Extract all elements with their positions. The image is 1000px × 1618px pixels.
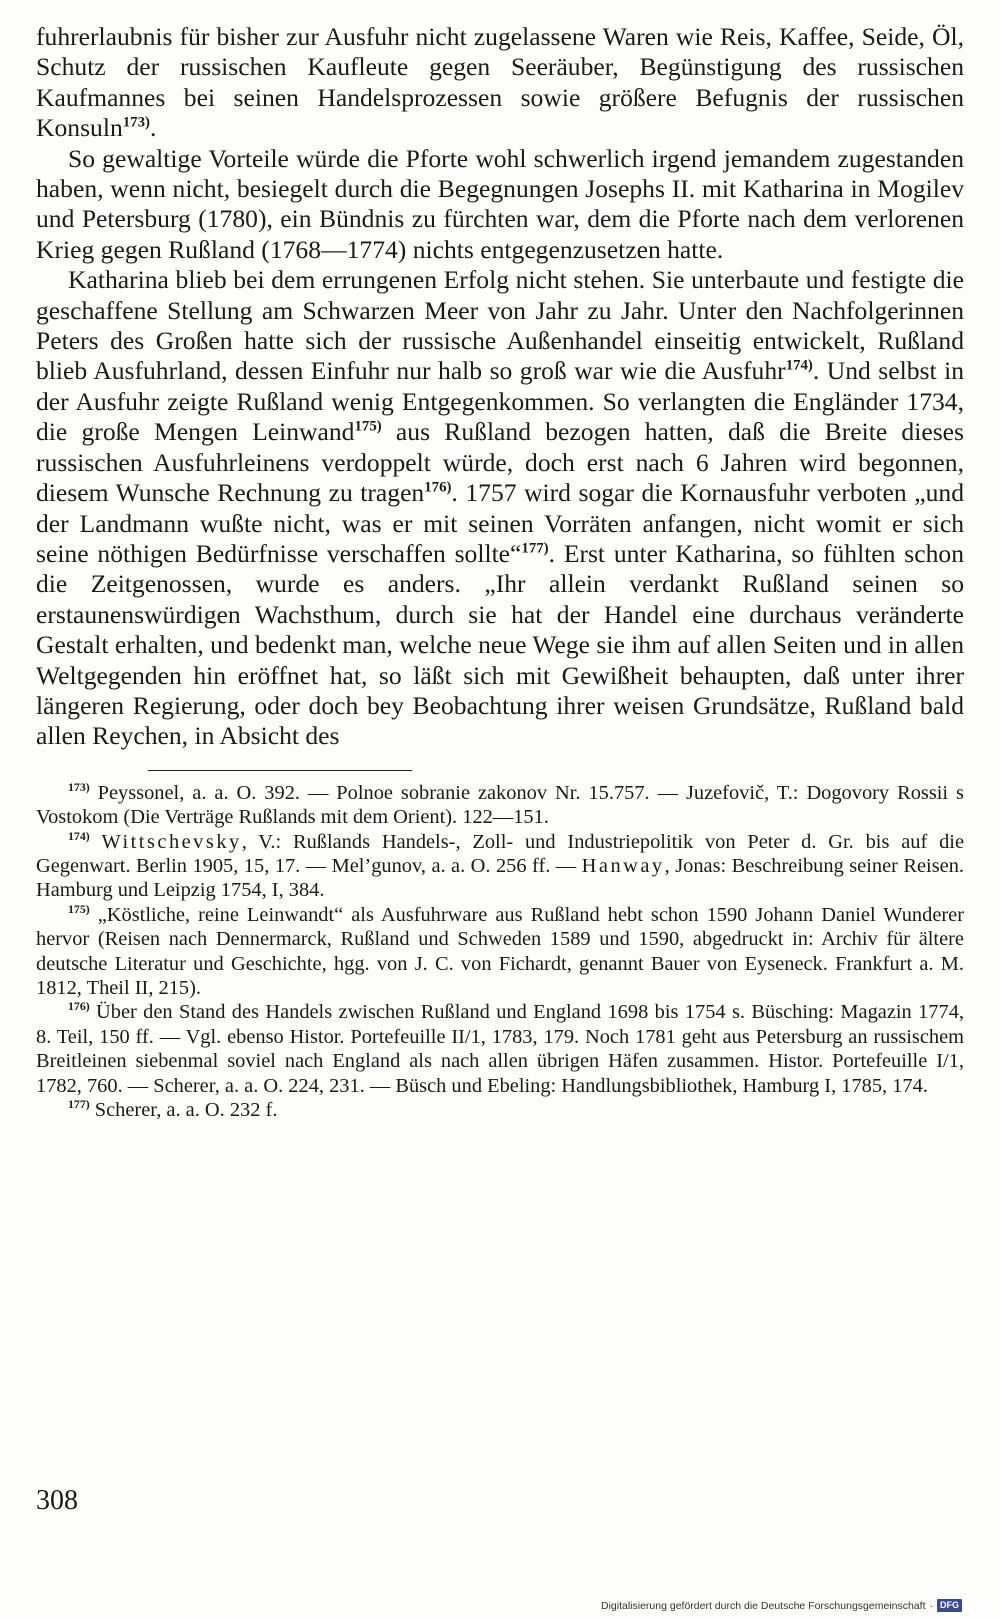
body-paragraph xyxy=(36,144,964,266)
text-run: fuhrerlaubnis für bisher zur Ausfuhr nicht zugelassene Waren wie Reis, Kaffee, Seide, Öl, Schutz der russischen Kaufleute gegen Seeräuber, Begünstigung des russischen Kaufmannes bei seinen Handelsprozessen sowie größere Befugnis der russischen Konsuln xyxy=(36,22,964,143)
footnote xyxy=(36,781,964,830)
footnote xyxy=(36,1098,964,1122)
page xyxy=(36,22,964,1122)
text-run: , Jonas: Beschreibung seiner Reisen. Hamburg und Leipzig 1754, I, 384. xyxy=(36,854,964,902)
footnotes xyxy=(36,781,964,1123)
dfg-logo-icon: DFG xyxy=(937,1599,962,1612)
footnote-marker: 174) xyxy=(68,828,90,843)
text-run: „Köstliche, reine Leinwandt“ als Ausfuhrware aus Rußland hebt schon 1590 Johann Daniel Wunderer hervor (Reisen nach Dennermarck, Rußland und Schweden 1589 und 1590, abgedruckt in: Archiv für ältere deutsche Literatur und Geschichte, hgg. von J. C. von Fichardt, genannt Bauer von Eyseneck. Frankfurt a. M. 1812, Theil II, 215). xyxy=(36,903,964,999)
text-run: . Erst unter Katharina, so fühlten schon die Zeitgenossen, wurde es anders. „Ihr allein verdankt Rußland seinen so erstaunenswürdigen Wachsthum, durch sie hat der Handel eine durchaus veränderte Gestalt erhalten, und bedenkt man, welche neue Wege sie ihm auf allen Seiten und in allen Weltgegenden hin eröffnet hat, so läßt sich mit Gewißheit behaupten, daß unter ihrer längeren Regierung, oder doch bey Beobachtung ihrer weisen Grundsätze, Rußland bald allen Reychen, in Absicht des xyxy=(36,538,964,751)
footnote-marker: 176) xyxy=(424,479,452,496)
text-run: Scherer, a. a. O. 232 f. xyxy=(89,1099,278,1122)
footnote xyxy=(36,1000,964,1098)
footnote-marker: 176) xyxy=(68,999,90,1014)
text-run: . xyxy=(149,113,157,143)
text-run: aus Rußland bezogen hatten, daß die Breite dieses russischen Ausfuhrleinens verdoppelt würde, doch erst nach 6 Jahren wird begonnen, diesem Wunsche Rechnung zu tragen xyxy=(36,417,964,508)
credit-text: Digitalisierung gefördert durch die Deutsche Forschungsgemeinschaft xyxy=(600,1599,926,1612)
footnote xyxy=(36,903,964,1001)
text-run xyxy=(90,831,102,853)
footnote-marker: 173) xyxy=(68,779,90,794)
body-paragraph xyxy=(36,22,964,144)
text-run: Über den Stand des Handels zwischen Rußland und England 1698 bis 1754 s. Büsching: Magazin 1774, 8. Teil, 150 ff. — Vgl. ebenso Histor. Portefeuille II/1, 1783, 179. Noch 1781 geht aus Petersburg an russischem Breitleinen siebenmal soviel nach England als nach allen übrigen Häfen zusammen. Histor. Portefeuille I/1, 1782, 760. — Scherer, a. a. O. 224, 231. — Büsch und Ebeling: Handlungsbibliothek, Hamburg I, 1785, 174. xyxy=(36,1001,964,1097)
text-run: Katharina blieb bei dem errungenen Erfolg nicht stehen. Sie unterbaute und festigte die geschaffene Stellung am Schwarzen Meer von Jahr zu Jahr. Unter den Nachfolgerinnen Peters des Großen hatte sich der russische Außenhandel einseitig entwickelt, Rußland blieb Ausfuhrland, dessen Einfuhr nur halb so groß war wie die Ausfuhr xyxy=(36,265,964,386)
body-paragraph xyxy=(36,265,964,752)
digitization-credit: Digitalisierung gefördert durch die Deutsche Forschungsgemeinschaft · DFG xyxy=(601,1599,962,1612)
footnote-marker: 175) xyxy=(354,418,382,435)
body-text xyxy=(36,22,964,752)
text-run: . 1757 wird sogar die Kornausfuhr verboten „und der Landmann wußte nicht, was er mit seinen Vorräten anfangen, nicht womit er sich seine nöthigen Bedürfnisse verschaffen sollte“ xyxy=(36,478,964,568)
footnote-marker: 174) xyxy=(785,357,813,374)
author-name: Hanway xyxy=(581,854,665,877)
footnote-marker: 177) xyxy=(521,540,549,557)
footnote-marker: 175) xyxy=(68,901,90,916)
footnote-divider xyxy=(148,770,412,771)
text-run: . Und selbst in der Ausfuhr zeigte Rußland wenig Entgegenkommen. So verlangten die Engländer 1734, die große Mengen Leinwand xyxy=(36,356,964,447)
text-run: , V.: Rußlands Handels-, Zoll- und Industriepolitik von Peter d. Gr. bis auf die Gegenwart. Berlin 1905, 15, 17. — Mel’gunov, a. a. O. 256 ff. — xyxy=(36,830,964,877)
footnote xyxy=(36,830,964,903)
text-run: So gewaltige Vorteile würde die Pforte wohl schwerlich irgend jemandem zugestanden haben, wenn nicht, besiegelt durch die Begegnungen Josephs II. mit Katharina in Mogilev und Petersburg (1780), ein Bündnis zu fürchten war, dem die Pforte nach dem verlorenen Krieg gegen Rußland (1768—1774) nichts entgegenzusetzen hatte. xyxy=(36,143,964,264)
text-run: Peyssonel, a. a. O. 392. — Polnoe sobranie zakonov Nr. 15.757. — Juzefovič, T.: Dogovory Rossii s Vostokom (Die Verträge Rußlands mit dem Orient). 122—151. xyxy=(36,781,964,829)
author-name: Wittschevsky xyxy=(101,830,242,853)
page-number: 308 xyxy=(36,1485,78,1516)
footnote-marker: 173) xyxy=(122,114,150,131)
footnote-marker: 177) xyxy=(68,1097,90,1112)
